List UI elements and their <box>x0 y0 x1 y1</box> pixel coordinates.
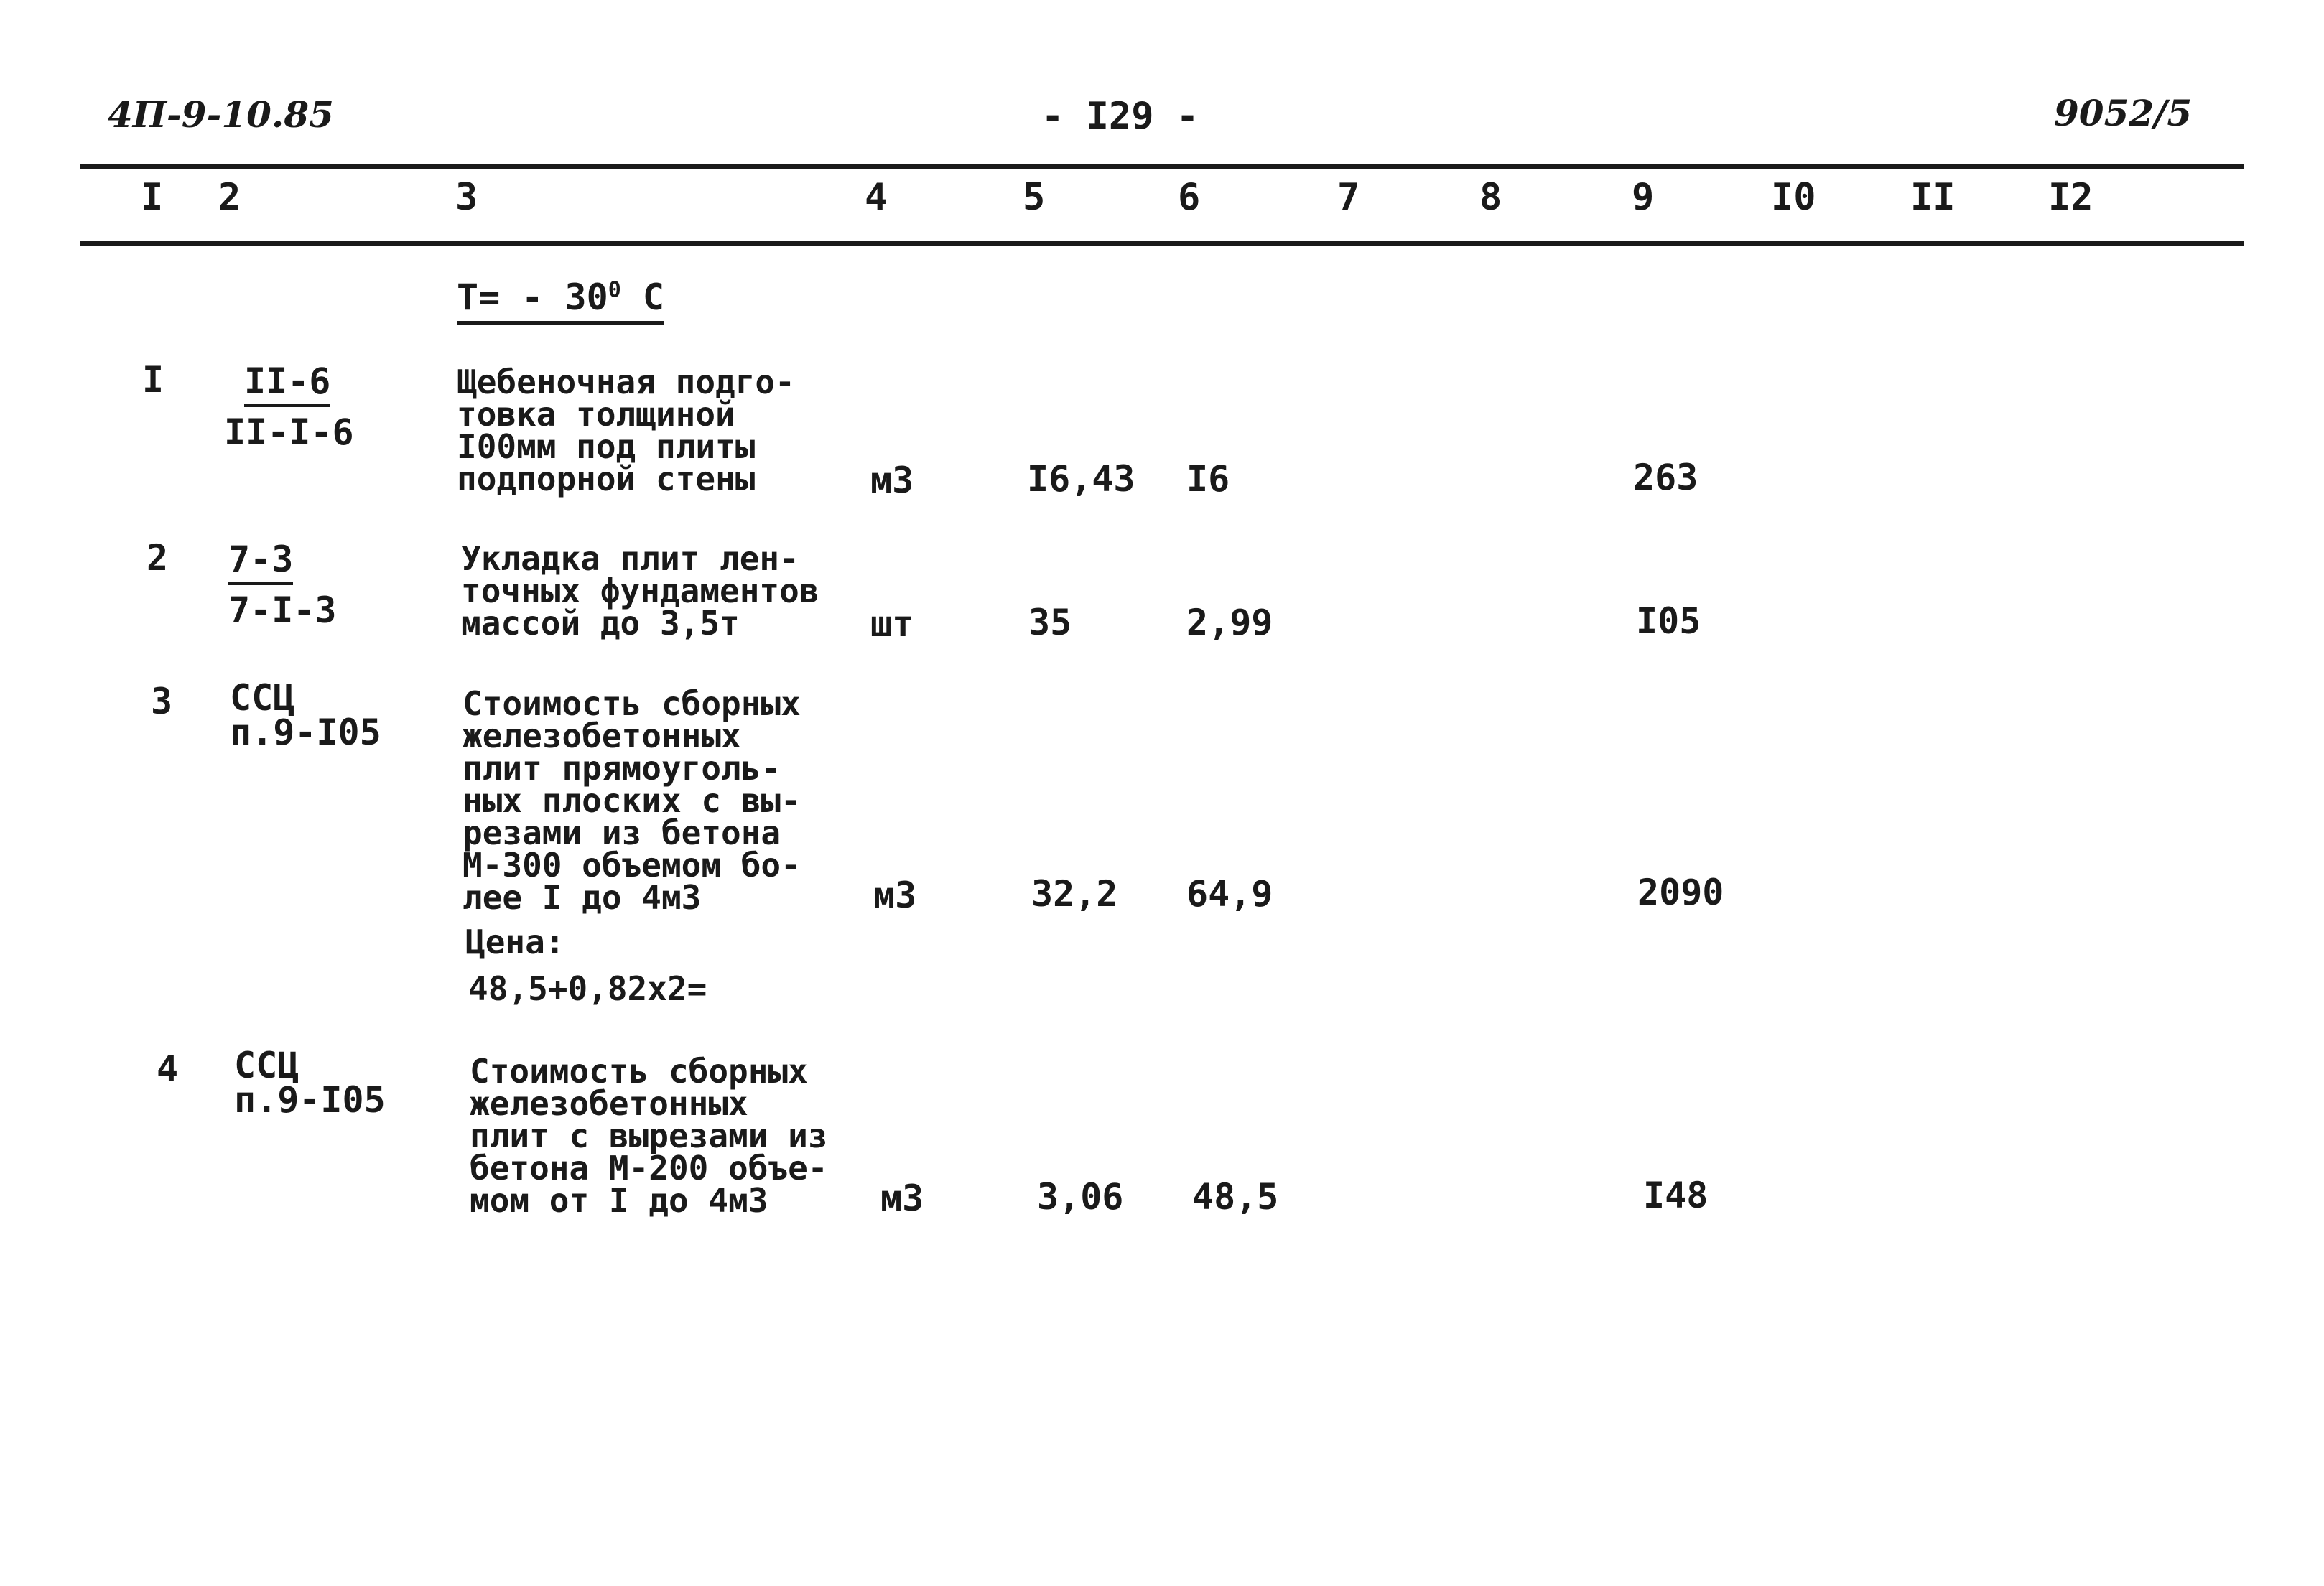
col-header-5: 5 <box>1023 176 1046 219</box>
document-code: 4П-9-10.85 <box>108 93 334 136</box>
norm-code <box>228 538 337 631</box>
norm-code <box>230 677 381 753</box>
unit: м3 <box>873 874 917 916</box>
unit-price: 2,99 <box>1186 602 1273 643</box>
col-header-10: I0 <box>1771 176 1816 219</box>
row-number: 3 <box>151 681 173 722</box>
col-header-2: 2 <box>218 176 241 219</box>
col-header-11: II <box>1910 176 1956 219</box>
total-cost: 2090 <box>1637 872 1724 913</box>
temperature-heading <box>457 276 664 325</box>
norm-code-top: II-6 <box>244 360 330 407</box>
norm-code-bottom: п.9-I05 <box>230 712 381 753</box>
quantity: 32,2 <box>1031 873 1118 915</box>
price-formula: 48,5+0,82x2= <box>468 969 707 1008</box>
col-header-12: I2 <box>2048 176 2093 219</box>
work-description: Укладка плит лен- точных фундаментов массой до 3,5т <box>461 539 819 643</box>
work-description: Стоимость сборных железобетонных плит прямоуголь- ных плоских с вы- резами из бетона М-300 объемом бо- лее I до 4м3 <box>463 684 801 917</box>
unit: шт <box>870 603 914 645</box>
col-header-1: I <box>141 176 164 219</box>
norm-code-top: ССЦ <box>230 677 295 719</box>
row-number: 2 <box>147 537 169 579</box>
row-number: 4 <box>157 1048 179 1090</box>
col-header-4: 4 <box>865 176 888 219</box>
unit: м3 <box>870 460 914 501</box>
table-top-rule <box>80 164 2244 169</box>
work-description: Стоимость сборных железобетонных плит с вырезами из бетона М-200 объе- мом от I до 4м3 <box>470 1052 828 1220</box>
unit-price: 48,5 <box>1192 1176 1279 1218</box>
norm-code-bottom: II-I-6 <box>224 411 354 453</box>
work-description: Щебеночная подго- товка толщиной I00мм под плиты подпорной стены <box>457 363 795 498</box>
col-header-3: 3 <box>455 176 478 219</box>
temperature-degree: 0 <box>608 277 621 303</box>
unit-price: I6 <box>1186 458 1230 500</box>
quantity: 3,06 <box>1037 1176 1124 1218</box>
norm-code-bottom: 7-I-3 <box>228 589 337 631</box>
total-cost: I05 <box>1636 600 1701 642</box>
norm-code-top: ССЦ <box>234 1045 299 1086</box>
row-number: I <box>142 359 164 401</box>
norm-code <box>234 1045 386 1121</box>
total-cost: 263 <box>1633 457 1698 498</box>
table-header-bottom-rule <box>80 241 2244 246</box>
temperature-text: T= - 30 <box>457 276 608 318</box>
total-cost: I48 <box>1643 1175 1709 1216</box>
col-header-9: 9 <box>1632 176 1655 219</box>
page-number: - I29 - <box>1041 95 1199 138</box>
unit: м3 <box>880 1177 924 1219</box>
sheet-mark: 9052/5 <box>2054 92 2193 134</box>
col-header-7: 7 <box>1337 176 1360 219</box>
unit-price: 64,9 <box>1186 873 1273 915</box>
col-header-6: 6 <box>1178 176 1201 219</box>
temperature-unit: C <box>620 276 664 318</box>
price-label: Цена: <box>465 923 565 961</box>
norm-code-top: 7-3 <box>228 538 293 585</box>
quantity: 35 <box>1028 602 1072 643</box>
norm-code-bottom: п.9-I05 <box>234 1079 386 1121</box>
norm-code <box>224 360 354 453</box>
col-header-8: 8 <box>1479 176 1502 219</box>
quantity: I6,43 <box>1027 458 1135 500</box>
